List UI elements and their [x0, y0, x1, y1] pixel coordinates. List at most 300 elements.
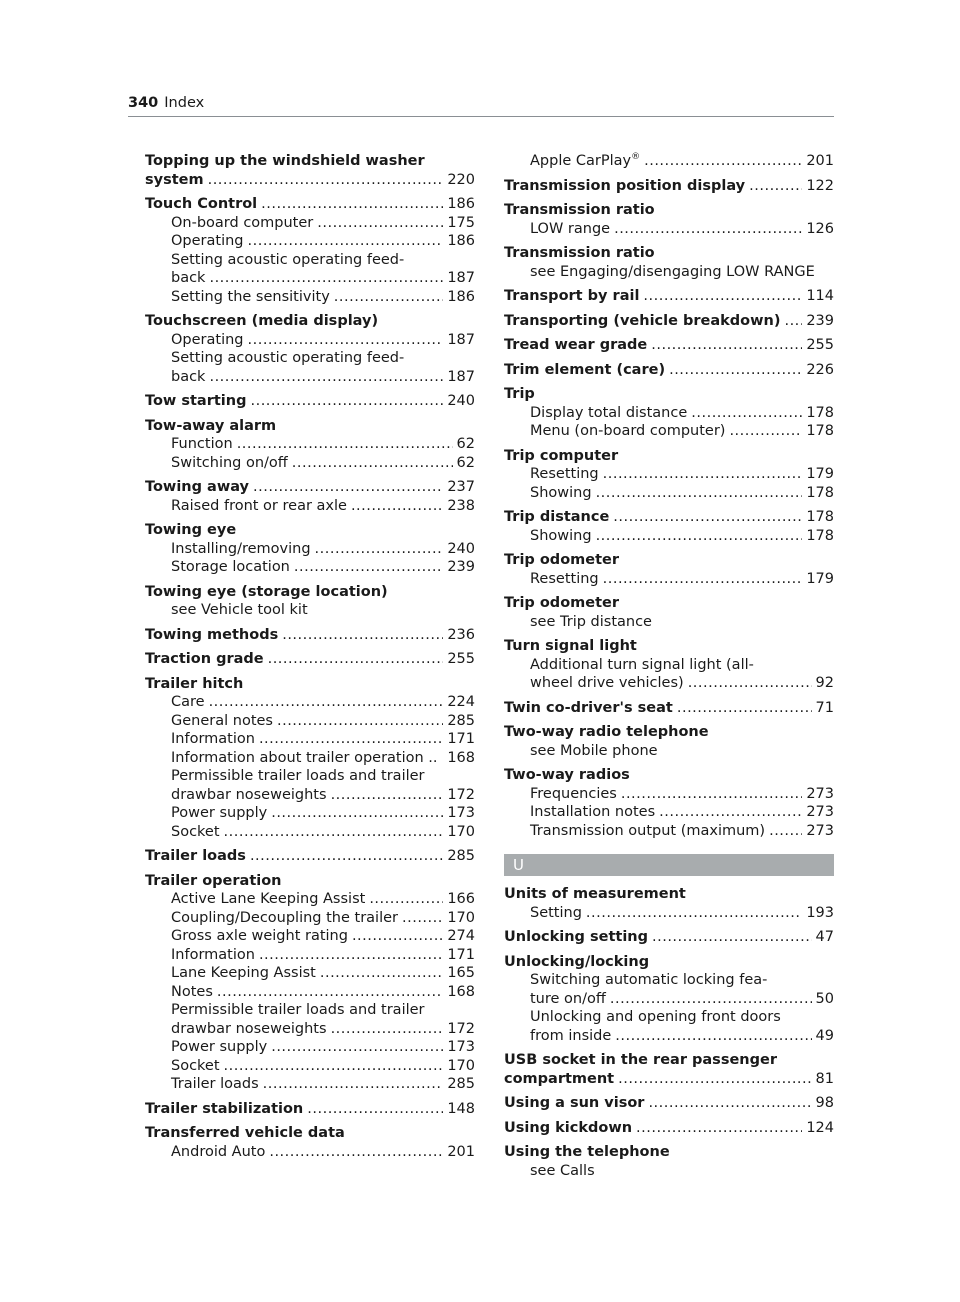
- entry-text: Frequencies: [530, 785, 617, 802]
- index-heading: [504, 312, 834, 331]
- trademark-mark: ®: [631, 152, 641, 163]
- index-subentry: [171, 349, 475, 386]
- entry-text: Lane Keeping Assist: [171, 965, 316, 981]
- index-subentry: [171, 946, 475, 965]
- dot-leader: [586, 904, 802, 923]
- index-line: [504, 1051, 834, 1070]
- index-subentries: [504, 613, 834, 632]
- dot-leader: [237, 435, 453, 454]
- dot-leader: [217, 983, 443, 1002]
- index-line: [171, 232, 475, 251]
- index-subentries: [145, 1143, 475, 1162]
- section-letter-bar: U: [504, 854, 834, 876]
- index-subentry: [171, 693, 475, 712]
- index-subentry: [530, 404, 834, 423]
- index-line: [171, 909, 475, 928]
- index-subentries: [504, 220, 834, 239]
- entry-text: Transferred vehicle data: [145, 1125, 345, 1141]
- index-subentry: [171, 1038, 475, 1057]
- index-entry: [504, 594, 834, 631]
- index-entry: [504, 1119, 834, 1138]
- index-line: [171, 601, 475, 620]
- index-line: [171, 1057, 475, 1076]
- entry-text: Towing eye: [145, 522, 237, 538]
- index-entry: [504, 447, 834, 503]
- entry-text: Touchscreen (media display): [145, 313, 379, 329]
- index-heading: [145, 521, 475, 540]
- dot-leader: [615, 1027, 811, 1046]
- index-line: [171, 823, 475, 842]
- dot-leader: [610, 990, 812, 1009]
- index-entry: [145, 478, 475, 515]
- index-heading: [145, 583, 475, 602]
- page-reference: 124: [806, 1119, 834, 1136]
- dot-leader: [294, 558, 443, 577]
- dot-leader: [369, 890, 443, 909]
- dot-leader: [248, 331, 444, 350]
- entry-text: see Mobile phone: [530, 742, 658, 759]
- entry-text: Setting acoustic operating feed-: [171, 251, 405, 268]
- entry-text: Switching on/off: [171, 454, 288, 471]
- page-reference: 273: [806, 785, 834, 802]
- index-heading: [504, 385, 834, 404]
- index-subentry: [530, 785, 834, 804]
- page-reference: 114: [806, 288, 834, 304]
- index-entry: [504, 766, 834, 840]
- page-reference: 62: [456, 436, 475, 452]
- index-subentry: [171, 712, 475, 731]
- index-line: [145, 847, 475, 866]
- page-reference: 187: [447, 331, 475, 348]
- index-entry: [145, 1100, 475, 1119]
- page-reference: 240: [447, 393, 475, 409]
- page-reference: 285: [447, 712, 475, 729]
- index-line: [145, 417, 475, 436]
- index-line: [145, 1100, 475, 1119]
- page-reference: 193: [806, 904, 834, 921]
- index-line: [530, 904, 834, 923]
- entry-text: USB socket in the rear passenger: [504, 1052, 777, 1068]
- index-line: [504, 766, 834, 785]
- index-entry: [504, 336, 834, 355]
- index-line: [504, 201, 834, 220]
- index-entry: [504, 885, 834, 922]
- page-reference: 62: [456, 454, 475, 471]
- index-line: [171, 927, 475, 946]
- dot-leader: [334, 288, 444, 307]
- page-reference: 148: [447, 1100, 475, 1117]
- page-reference: 273: [806, 822, 834, 839]
- page-reference: 178: [806, 404, 834, 421]
- index-subentries: [504, 904, 834, 923]
- index-line: [530, 822, 834, 841]
- dot-leader: [603, 570, 803, 589]
- entry-text: Information: [171, 731, 255, 747]
- index-line: [530, 570, 834, 589]
- dot-leader: [248, 232, 444, 251]
- index-entry: [145, 675, 475, 842]
- index-line: [530, 674, 834, 693]
- entry-text: ture on/off: [530, 990, 606, 1007]
- entry-text: Using kickdown: [504, 1119, 633, 1136]
- entry-text: Transmission output (maximum): [530, 822, 766, 839]
- entry-text: from inside: [530, 1027, 612, 1044]
- dot-leader: [669, 361, 802, 380]
- page-number: 340: [128, 95, 159, 111]
- index-heading: [504, 928, 834, 947]
- entry-text: General notes: [171, 712, 273, 729]
- entry-text: drawbar noseweights: [171, 1020, 327, 1037]
- page-reference: 187: [447, 368, 475, 385]
- entry-text: Information about trailer operation ..: [171, 749, 438, 766]
- index-subentries: [504, 263, 834, 282]
- entry-text: Operating: [171, 233, 244, 249]
- dot-leader: [603, 465, 803, 484]
- index-entry: [145, 626, 475, 645]
- index-line: [171, 730, 475, 749]
- index-heading: [504, 201, 834, 220]
- index-line: [530, 263, 834, 282]
- index-subentries: [504, 152, 834, 171]
- entry-text: Android Auto: [171, 1143, 266, 1160]
- index-line: [145, 521, 475, 540]
- index-line: [530, 803, 834, 822]
- index-line: [530, 971, 834, 990]
- dot-leader: [659, 803, 802, 822]
- index-heading: [504, 766, 834, 785]
- entry-text: system: [145, 171, 204, 188]
- page-reference: 240: [447, 540, 475, 557]
- index-line: [504, 1070, 834, 1089]
- index-entry: [504, 551, 834, 588]
- entry-text: Turn signal light: [504, 638, 637, 654]
- index-line: [504, 244, 834, 263]
- entry-text: Trailer loads: [145, 848, 246, 864]
- index-heading: [145, 312, 475, 331]
- index-line: [171, 269, 475, 288]
- dot-leader: [644, 152, 802, 171]
- page-reference: 236: [447, 626, 475, 643]
- page-reference: 165: [447, 965, 475, 981]
- entry-text: Power supply: [171, 805, 268, 821]
- index-heading: [504, 953, 834, 972]
- page-reference: 50: [815, 990, 834, 1007]
- index-subentries: [504, 656, 834, 693]
- page-reference: 239: [447, 559, 475, 575]
- dot-leader: [259, 730, 443, 749]
- index-line: [504, 336, 834, 355]
- index-subentry: [171, 497, 475, 516]
- index-column-right: [504, 152, 834, 1186]
- entry-text: Resetting: [530, 570, 599, 587]
- entry-text: Units of measurement: [504, 886, 686, 902]
- index-heading: [504, 177, 834, 196]
- entry-text: Transmission position display: [504, 177, 746, 194]
- index-heading: [504, 594, 834, 613]
- index-entry: [504, 312, 834, 331]
- index-subentry: [530, 822, 834, 841]
- index-heading: [504, 1119, 834, 1138]
- dot-leader: [784, 312, 802, 331]
- page-reference: 238: [447, 497, 475, 514]
- page-reference: 237: [447, 479, 475, 495]
- page-reference: 81: [815, 1070, 834, 1087]
- page-reference: 122: [806, 177, 834, 194]
- index-line: [145, 152, 475, 171]
- index-subentries: [145, 497, 475, 516]
- index-heading: [145, 626, 475, 645]
- index-subentries: [145, 331, 475, 387]
- index-subentries: [504, 465, 834, 502]
- index-line: [145, 171, 475, 190]
- entry-text: Touch Control: [145, 196, 258, 212]
- index-entry: [145, 521, 475, 577]
- dot-leader: [307, 1100, 443, 1119]
- page-reference: 126: [806, 220, 834, 237]
- dot-leader: [261, 195, 443, 214]
- index-line: [171, 497, 475, 516]
- entry-text: see Vehicle tool kit: [171, 602, 308, 618]
- entry-text: Switching automatic locking fea-: [530, 972, 768, 988]
- page-reference: 226: [806, 361, 834, 378]
- dot-leader: [614, 220, 802, 239]
- index-entry: [504, 177, 834, 196]
- page-reference: 201: [447, 1143, 475, 1160]
- entry-text: LOW range: [530, 220, 611, 237]
- index-heading: [145, 650, 475, 669]
- index-subentries: [145, 890, 475, 1094]
- entry-text: wheel drive vehicles): [530, 675, 684, 691]
- dot-leader: [317, 214, 443, 233]
- index-subentry: [171, 1001, 475, 1038]
- index-heading: [504, 447, 834, 466]
- index-line: [530, 465, 834, 484]
- index-line: [145, 583, 475, 602]
- index-subentry: [530, 263, 834, 282]
- entry-text: Tow-away alarm: [145, 417, 277, 434]
- index-heading: [504, 723, 834, 742]
- dot-leader: [320, 964, 443, 983]
- page-reference: 178: [806, 423, 834, 439]
- index-heading: [145, 392, 475, 411]
- index-line: [530, 484, 834, 503]
- page-reference: 187: [447, 270, 475, 286]
- page-reference: 170: [447, 1057, 475, 1074]
- index-line: [504, 361, 834, 380]
- index-subentry: [530, 613, 834, 632]
- dot-leader: [351, 497, 443, 516]
- index-heading: [145, 872, 475, 891]
- entry-text: Permissible trailer loads and trailer: [171, 768, 425, 784]
- index-subentry: [171, 767, 475, 804]
- entry-text: Using a sun visor: [504, 1095, 645, 1111]
- index-entry: [504, 385, 834, 441]
- page-reference: 92: [815, 675, 834, 691]
- index-subentries: [504, 1162, 834, 1181]
- entry-text: Installing/removing: [171, 540, 311, 557]
- entry-text: Showing: [530, 484, 592, 501]
- index-line: [171, 1038, 475, 1057]
- entry-text: Trip computer: [504, 447, 619, 464]
- index-subentry: [171, 435, 475, 454]
- index-heading: [504, 699, 834, 718]
- entry-text: Showing: [530, 527, 592, 544]
- entry-text: Transporting (vehicle breakdown): [504, 312, 781, 329]
- entry-text: Socket: [171, 1057, 220, 1074]
- index-line: [171, 368, 475, 387]
- index-line: [145, 626, 475, 645]
- index-heading: [504, 336, 834, 355]
- index-entry: [145, 392, 475, 411]
- dot-leader: [277, 712, 443, 731]
- entry-text: Menu (on-board computer): [530, 423, 726, 439]
- dot-leader: [729, 422, 802, 441]
- index-line: [504, 385, 834, 404]
- index-line: [171, 1075, 475, 1094]
- index-subentry: [530, 465, 834, 484]
- index-heading: [504, 287, 834, 306]
- dot-leader: [250, 392, 443, 411]
- entry-text: Permissible trailer loads and trailer: [171, 1002, 425, 1018]
- page-reference: 49: [815, 1027, 834, 1044]
- page-reference: 170: [447, 909, 475, 926]
- index-entry: [504, 244, 834, 281]
- entry-text: Setting acoustic operating feed-: [171, 350, 405, 366]
- entry-text: Raised front or rear axle: [171, 497, 347, 514]
- index-line: [504, 723, 834, 742]
- page-header: [128, 94, 834, 118]
- index-line: [504, 699, 834, 718]
- page-reference: 173: [447, 805, 475, 821]
- page-reference: 273: [806, 804, 834, 820]
- entry-text: Trailer loads: [171, 1076, 259, 1092]
- index-subentry: [171, 823, 475, 842]
- index-line: [530, 613, 834, 632]
- entry-text: Twin co-driver's seat: [504, 699, 673, 716]
- index-line: [171, 214, 475, 233]
- index-line: [504, 177, 834, 196]
- page-reference: 178: [806, 527, 834, 544]
- index-subentry: [530, 656, 834, 693]
- dot-leader: [292, 454, 453, 473]
- entry-text: Trailer operation: [145, 872, 282, 889]
- index-subentry: [171, 964, 475, 983]
- dot-leader: [688, 674, 812, 693]
- index-subentry: [530, 152, 834, 171]
- entry-text: Storage location: [171, 559, 290, 575]
- entry-text: Setting the sensitivity: [171, 288, 330, 305]
- entry-text: Two-way radios: [504, 767, 630, 783]
- index-subentries: [504, 742, 834, 761]
- entry-text: Unlocking/locking: [504, 953, 650, 970]
- entry-text: Unlocking and opening front doors: [530, 1009, 781, 1025]
- index-subentry: [171, 730, 475, 749]
- index-subentry: [171, 601, 475, 620]
- index-line: [171, 767, 475, 786]
- entry-text: compartment: [504, 1070, 615, 1087]
- index-heading: [504, 551, 834, 570]
- entry-text: Operating: [171, 331, 244, 348]
- index-subentry: [171, 1057, 475, 1076]
- index-heading: [145, 478, 475, 497]
- index-subentries: [504, 971, 834, 1045]
- dot-leader: [651, 336, 802, 355]
- entry-text: Trip odometer: [504, 595, 620, 611]
- index-entry: [145, 583, 475, 620]
- index-heading: [145, 417, 475, 436]
- index-line: [171, 1143, 475, 1162]
- index-heading: [504, 244, 834, 263]
- index-subentry: [171, 288, 475, 307]
- dot-leader: [677, 699, 812, 718]
- entry-text: Unlocking setting: [504, 929, 648, 945]
- page-reference: 255: [806, 337, 834, 353]
- index-line: [171, 804, 475, 823]
- index-line: [504, 447, 834, 466]
- dot-leader: [269, 1143, 443, 1162]
- index-subentry: [171, 214, 475, 233]
- dot-leader: [259, 946, 443, 965]
- index-heading: [504, 1094, 834, 1113]
- index-line: [530, 1027, 834, 1046]
- entry-text: see Calls: [530, 1162, 595, 1179]
- entry-text: Transmission ratio: [504, 245, 655, 261]
- index-line: [504, 551, 834, 570]
- entry-text: back: [171, 368, 206, 385]
- index-line: [530, 656, 834, 675]
- index-subentries: [504, 527, 834, 546]
- index-heading: [145, 195, 475, 214]
- dot-leader: [621, 785, 802, 804]
- index-line: [504, 508, 834, 527]
- index-line: [171, 749, 475, 768]
- page-reference: 186: [447, 288, 475, 305]
- index-subentries: [145, 214, 475, 307]
- entry-text: Display total distance: [530, 404, 688, 421]
- dot-leader: [271, 1038, 443, 1057]
- dot-leader: [224, 1057, 444, 1076]
- index-heading: [504, 637, 834, 656]
- index-subentries: [145, 435, 475, 472]
- entry-text: Towing away: [145, 479, 250, 495]
- dot-leader: [268, 650, 444, 669]
- index-subentries: [504, 404, 834, 441]
- index-entry: [504, 699, 834, 718]
- dot-leader: [209, 693, 444, 712]
- dot-leader: [691, 404, 802, 423]
- index-line: [530, 785, 834, 804]
- index-line: [530, 1008, 834, 1027]
- entry-text: Trailer hitch: [145, 675, 244, 692]
- index-line: [171, 983, 475, 1002]
- index-entry: [145, 1124, 475, 1161]
- page-reference: 166: [447, 891, 475, 907]
- page-reference: 224: [447, 694, 475, 710]
- page-reference: 171: [447, 731, 475, 747]
- page-reference: 172: [447, 786, 475, 803]
- page-reference: 285: [447, 848, 475, 864]
- index-line: [171, 251, 475, 270]
- index-line: [171, 712, 475, 731]
- index-entry: [504, 508, 834, 545]
- index-subentry: [530, 484, 834, 503]
- dot-leader: [636, 1119, 802, 1138]
- dot-leader: [769, 822, 802, 841]
- index-line: [145, 392, 475, 411]
- entry-text: Tread wear grade: [504, 337, 648, 353]
- index-entry: [504, 1051, 834, 1088]
- index-subentry: [171, 232, 475, 251]
